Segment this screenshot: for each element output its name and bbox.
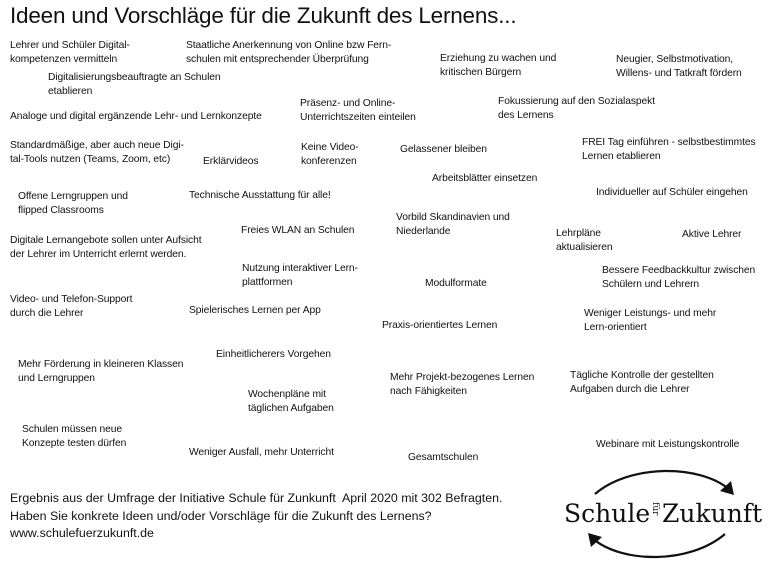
idea-item: Vorbild Skandinavien und Niederlande <box>396 212 510 237</box>
survey-footer: Ergebnis aus der Umfrage der Initiative Schule für Zunkunft April 2020 mit 302 Befragten. Haben Sie konkrete Ideen und/oder Vorschläge für die Zukunft des Lernens? www.schulefuerzukunft.de <box>10 491 503 540</box>
idea-item: Standardmäßige, aber auch neue Digi- tal-Tools nutzen (Teams, Zoom, etc) <box>10 140 184 165</box>
idea-item: Neugier, Selbstmotivation, Willens- und Tatkraft fördern <box>616 54 742 79</box>
idea-item: Bessere Feedbackkultur zwischen Schülern und Lehrern <box>602 265 756 290</box>
idea-item: Keine Video- konferenzen <box>301 142 359 167</box>
idea-item: Spielerisches Lernen per App <box>189 305 321 316</box>
idea-item: Digitalisierungsbeauftragte an Schulen etablieren <box>48 72 221 97</box>
idea-item: Modulformate <box>425 278 487 289</box>
idea-item: Lehrpläne aktualisieren <box>556 228 613 253</box>
idea-item: Video- und Telefon-Support durch die Lehrer <box>10 294 133 319</box>
idea-item: Wochenpläne mit täglichen Aufgaben <box>248 389 334 414</box>
idea-item: Freies WLAN an Schulen <box>241 225 355 236</box>
idea-item: Praxis-orientiertes Lernen <box>382 320 498 331</box>
idea-item: Gelassener bleiben <box>400 144 487 155</box>
idea-item: Technische Ausstattung für alle! <box>189 190 331 201</box>
idea-item: Lehrer und Schüler Digital- kompetenzen vermitteln <box>10 40 130 65</box>
idea-item: Gesamtschulen <box>408 452 479 463</box>
logo-word-schule: Schule <box>564 499 651 528</box>
idea-item: Präsenz- und Online- Unterrichtszeiten einteilen <box>300 98 416 123</box>
idea-item: Aktive Lehrer <box>682 229 742 240</box>
idea-item: Mehr Projekt-bezogenes Lernen nach Fähigkeiten <box>390 372 535 397</box>
idea-item: Webinare mit Leistungskontrolle <box>596 439 740 450</box>
logo-word-fuer: für <box>650 502 660 516</box>
idea-item: Fokussierung auf den Sozialaspekt des Lernens <box>498 96 655 121</box>
idea-item: Offene Lerngruppen und flipped Classrooms <box>18 191 128 216</box>
idea-item: Erziehung zu wachen und kritischen Bürgern <box>440 53 557 78</box>
idea-item: Staatliche Anerkennung von Online bzw Fern- schulen mit entsprechender Überprüfung <box>186 40 392 65</box>
idea-item: Schulen müssen neue Konzepte testen dürfen <box>22 424 127 449</box>
idea-item: Digitale Lernangebote sollen unter Aufsicht der Lehrer im Unterricht erlernt werden. <box>10 235 202 260</box>
schule-fuer-zukunft-logo <box>560 468 763 563</box>
idea-item: Analoge und digital ergänzende Lehr- und Lernkonzepte <box>10 111 262 122</box>
idea-item: Mehr Förderung in kleineren Klassen und Lerngruppen <box>18 359 184 384</box>
idea-item: Weniger Leistungs- und mehr Lern-orientiert <box>584 308 717 333</box>
idea-item: Tägliche Kontrolle der gestellten Aufgaben durch die Lehrer <box>570 370 714 395</box>
idea-item: Arbeitsblätter einsetzen <box>432 173 538 184</box>
logo-word-zukunft: Zukunft <box>662 499 763 528</box>
idea-item: Einheitlicherers Vorgehen <box>216 349 331 360</box>
idea-item: Nutzung interaktiver Lern- plattformen <box>242 263 358 288</box>
idea-item: Individueller auf Schüler eingehen <box>596 187 748 198</box>
idea-item: Weniger Ausfall, mehr Unterricht <box>189 447 334 458</box>
idea-item: Erklärvideos <box>203 156 259 167</box>
idea-item: FREI Tag einführen - selbstbestimmtes Lernen etablieren <box>582 137 756 162</box>
page-title: Ideen und Vorschläge für die Zukunft des Lernens... <box>10 3 517 28</box>
